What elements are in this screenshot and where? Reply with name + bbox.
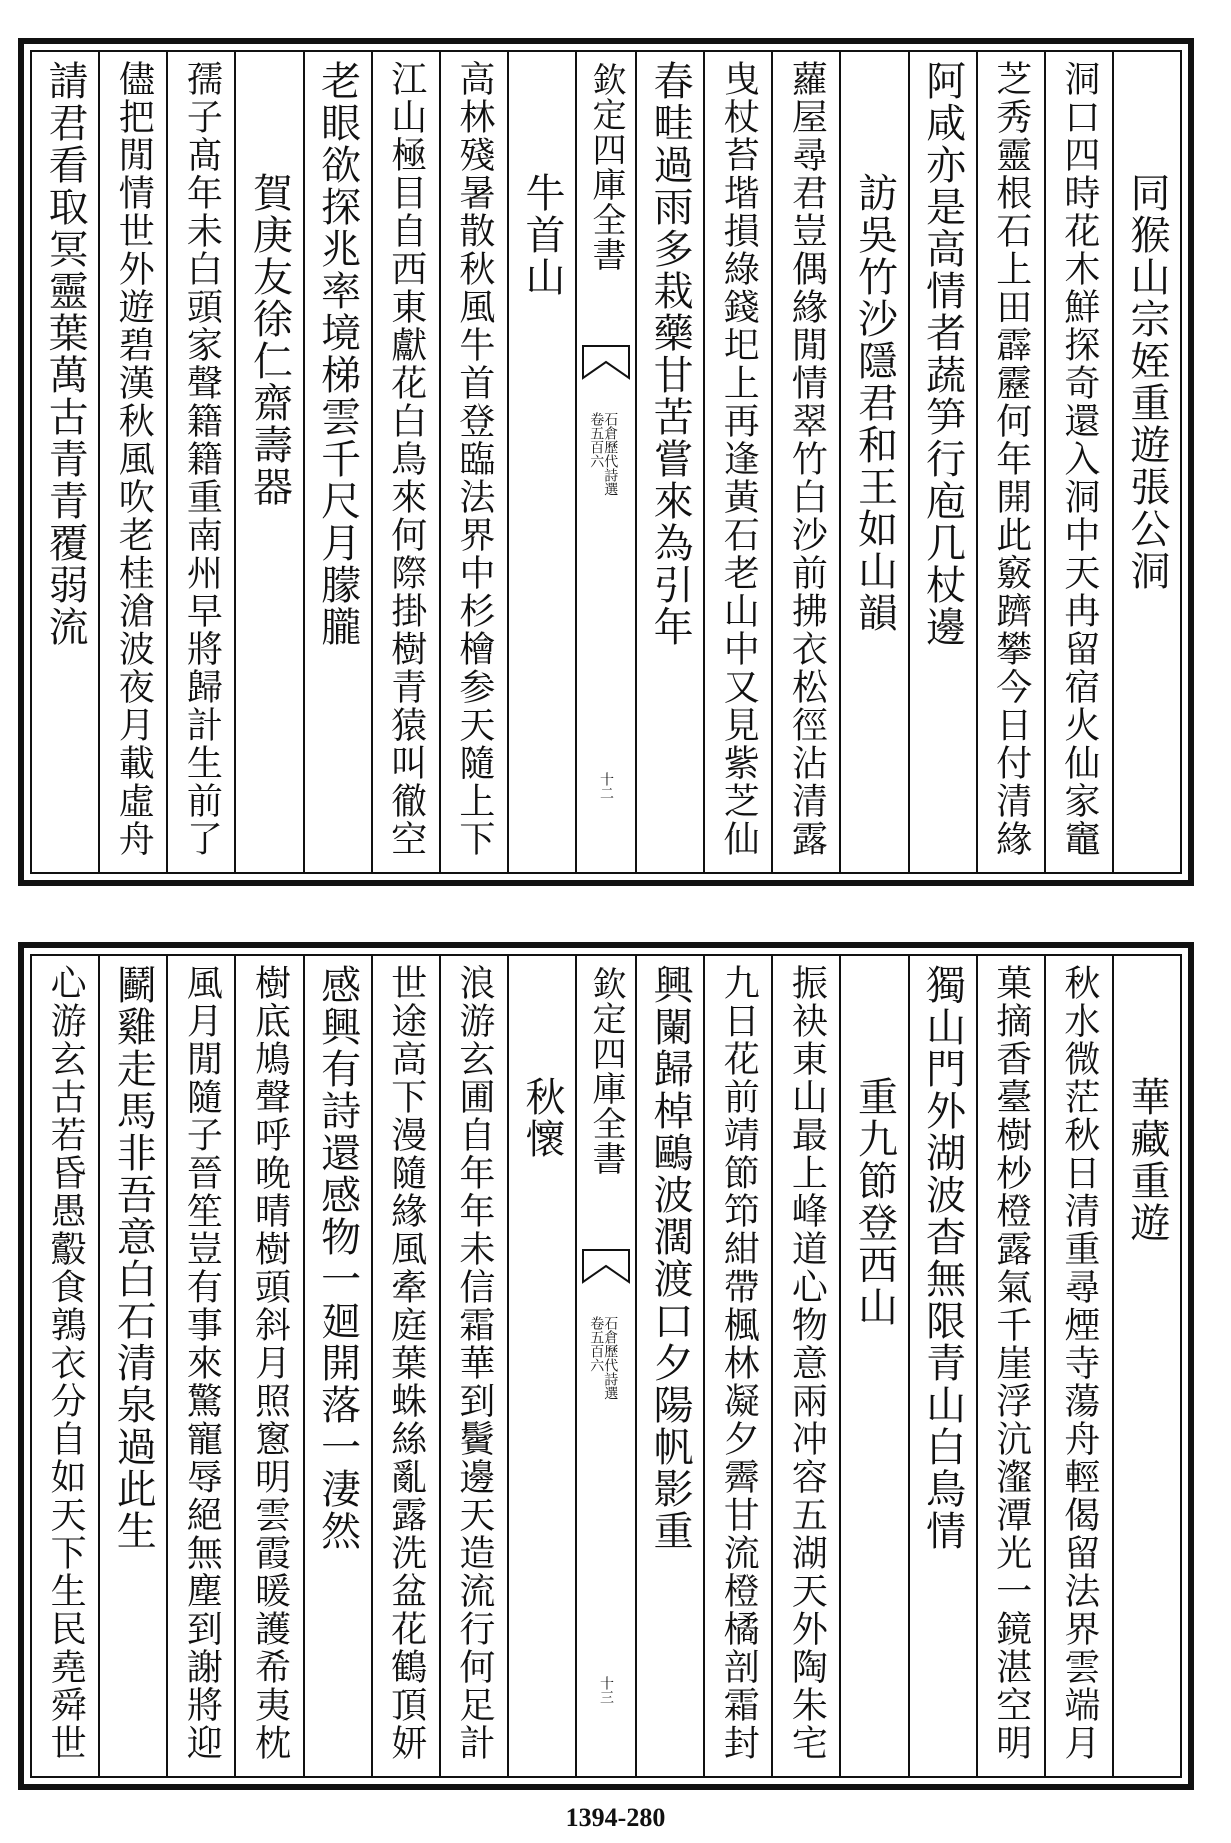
source-title: 石倉歷代詩選: [602, 1316, 619, 1400]
column: [166, 956, 234, 1776]
source-title: 石倉歷代詩選: [602, 412, 619, 496]
column: [703, 956, 771, 1776]
top-page-frame: [30, 50, 1182, 874]
volume-number: 卷五百六: [588, 1316, 605, 1372]
poem-title: 同猴山宗姪重遊張公洞: [1123, 172, 1170, 592]
column: [439, 956, 507, 1776]
leaf-number: 十二: [598, 772, 614, 800]
column: [703, 52, 771, 872]
center-fold: [575, 956, 635, 1776]
column: [1044, 52, 1112, 872]
poem-title: 牛首山: [518, 172, 565, 298]
column: [507, 52, 575, 872]
column: [234, 956, 302, 1776]
column: [371, 52, 439, 872]
poem-line: 獨山門外湖波杳無限青山白鳥情: [919, 964, 966, 1552]
column: [32, 52, 98, 872]
poem-line: 樹底鳩聲呼晚晴樹頭斜月照窻明雲霞暖護希夷枕: [249, 964, 291, 1762]
column: [371, 956, 439, 1776]
center-fold: [575, 52, 635, 872]
poem-line: 菓摘香臺樹杪橙露氣千崖浮沆瀣潭光一鏡湛空明: [990, 964, 1032, 1762]
poem-line: 風月閒隨子晉笙豈有事來驚寵辱絕無塵到謝將迎: [181, 964, 223, 1762]
book-title: 欽定四庫全書: [586, 62, 626, 272]
poem-line: 曳杖苔堦損綠錢圯上再逢黃石老山中又見紫芝仙: [718, 60, 760, 858]
column: [908, 956, 976, 1776]
poem-line: 儘把閒情世外遊碧漢秋風吹老桂滄波夜月載虛舟: [113, 60, 155, 858]
poem-line: 世途高下漫隨緣風牽庭葉蛛絲亂露洗盆花鶴頂妍: [385, 964, 427, 1762]
column: [771, 956, 839, 1776]
column: [839, 52, 907, 872]
top-page: [18, 38, 1194, 886]
poem-title: 訪吳竹沙隱君和王如山韻: [851, 172, 898, 634]
column: [771, 52, 839, 872]
poem-line: 感興有詩還感物一廻開落一淒然: [314, 964, 361, 1552]
fishtail-mark: [577, 1246, 635, 1286]
column: [1112, 956, 1180, 1776]
column: [908, 52, 976, 872]
poem-line: 孺子髙年未白頭家聲籍籍重南州早將歸計生前了: [181, 60, 223, 858]
poem-title: 秋懷: [518, 1076, 565, 1160]
poem-line: 蘿屋尋君豈偶緣閒情翠竹白沙前拂衣松徑沾清露: [786, 60, 828, 858]
column: [98, 52, 166, 872]
column: [976, 52, 1044, 872]
column: [303, 52, 371, 872]
footer-page-number: 1394-280: [565, 1803, 666, 1832]
column: [839, 956, 907, 1776]
column: [234, 52, 302, 872]
fishtail-mark: [577, 342, 635, 382]
leaf-number: 十三: [598, 1676, 614, 1704]
poem-line: 阿咸亦是高情者蔬笋行庖几杖邊: [919, 60, 966, 648]
top-page-columns: [32, 52, 1180, 872]
poem-title: 賀庚友徐仁齋壽器: [246, 172, 293, 508]
column: [439, 52, 507, 872]
column: [32, 956, 98, 1776]
poem-line: 芝秀靈根石上田霹靂何年開此竅躋攀今日付清緣: [990, 60, 1032, 858]
bottom-page-frame: [30, 954, 1182, 1778]
poem-line: 心游玄古若昏愚鷇食鶉衣分自如天下生民堯舜世: [45, 964, 87, 1762]
poem-line: 高林殘暑散秋風牛首登臨法界中杉檜参天隨上下: [453, 60, 495, 858]
poem-line: 江山極目自西東獻花白鳥來何際掛樹青猿叫徹空: [385, 60, 427, 858]
poem-line: 九日花前靖節笻紺帶楓林凝夕霽甘流橙橘剖霜封: [718, 964, 760, 1762]
column: [507, 956, 575, 1776]
column: [303, 956, 371, 1776]
column: [1044, 956, 1112, 1776]
poem-title: 重九節登西山: [851, 1076, 898, 1328]
column: [98, 956, 166, 1776]
poem-line: 春畦過雨多栽藥甘苦嘗來為引年: [647, 60, 694, 648]
poem-title: 華藏重遊: [1123, 1076, 1170, 1244]
poem-line: 請君看取冥靈葉萬古青青覆弱流: [42, 60, 89, 648]
poem-line: 鬬雞走馬非吾意白石清泉過此生: [110, 964, 157, 1552]
poem-line: 老眼欲探兆率境梯雲千尺月朦朧: [314, 60, 361, 648]
column: [166, 52, 234, 872]
column: [635, 52, 703, 872]
book-title: 欽定四庫全書: [586, 966, 626, 1176]
column: [635, 956, 703, 1776]
bottom-page-columns: [32, 956, 1180, 1776]
poem-line: 洞口四時花木鮮探奇還入洞中天冉留宿火仙家竈: [1058, 60, 1100, 858]
poem-line: 浪游玄圃自年年未信霜華到鬢邊天造流行何足計: [453, 964, 495, 1762]
poem-line: 秋水微茫秋日清重尋煙寺蕩舟輕偈留法界雲端月: [1058, 964, 1100, 1762]
column: [1112, 52, 1180, 872]
column: [976, 956, 1044, 1776]
poem-line: 振袂東山最上峰道心物意兩冲容五湖天外陶朱宅: [786, 964, 828, 1762]
poem-line: 興闌歸棹鷗波濶渡口夕陽帆影重: [647, 964, 694, 1552]
bottom-page: [18, 942, 1194, 1790]
volume-number: 卷五百六: [588, 412, 605, 468]
